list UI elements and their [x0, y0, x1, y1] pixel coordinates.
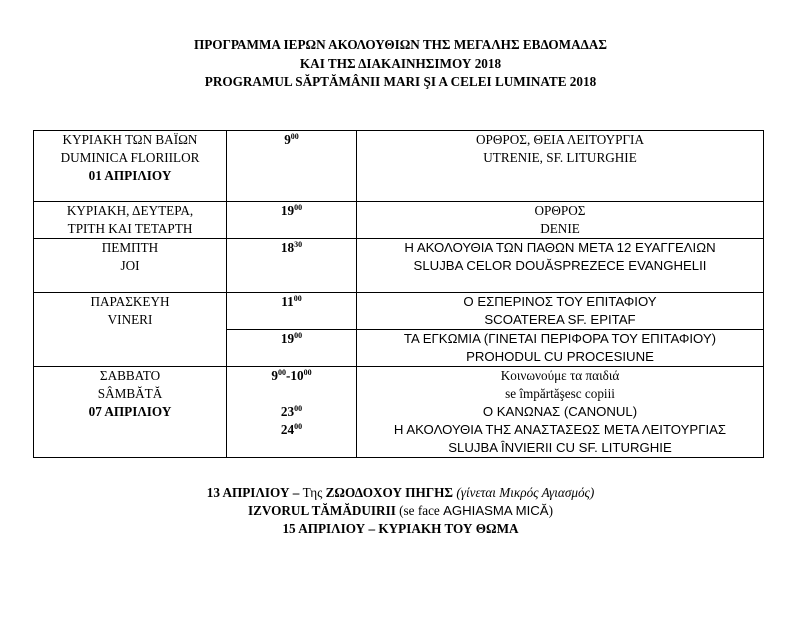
document-footer — [0, 484, 801, 538]
footer-feast-name-ro: IZVORUL TĂMĂDUIRII — [247, 503, 396, 518]
service-greek: ΟΡΘΡΟΣ — [534, 203, 586, 218]
service-time: $11^{00}$ — [281, 294, 302, 309]
service-romanian: SLUJBA ÎNVIERII CU SF. LITURGHIE — [448, 440, 672, 455]
service-canon: Ο ΚΑΝΩΝΑΣ (CANONUL) — [482, 404, 638, 419]
service-romanian: SLUJBA CELOR DOUĂSPREZECE EVANGHELII — [413, 258, 707, 273]
spacer — [227, 385, 356, 403]
table-row — [34, 239, 764, 293]
footer-prefix: Της — [302, 485, 326, 500]
service-greek: ΤΑ ΕΓΚΩΜΙΑ (ΓΙΝΕΤΑΙ ΠΕΡΙΦΟΡΑ ΤΟΥ ΕΠΙΤΑΦΙΟΥ) — [403, 331, 717, 346]
service-time: $24^{00}$ — [280, 422, 303, 437]
footer-line-2 — [0, 502, 801, 520]
day-line-2: ΤΡΙΤΗ ΚΑΙ ΤΕΤΑΡΤΗ — [67, 221, 193, 236]
service-greek: Η ΑΚΟΛΟΥΘΙΑ ΤΗΣ ΑΝΑΣΤΑΣΕΩΣ ΜΕΤΑ ΛΕΙΤΟΥΡΓΙΑΣ — [393, 422, 727, 437]
day-romanian: SÂMBĂTĂ — [97, 386, 163, 401]
service-romanian: SCOATEREA SF. EPITAF — [484, 312, 636, 327]
schedule-table — [33, 130, 764, 458]
footer-date: 13 ΑΠΡΙΛΙΟΥ – — [206, 485, 303, 500]
footer-note: (γίνεται Μικρός Αγιασμός) — [453, 485, 595, 500]
day-cell — [34, 239, 227, 293]
day-cell — [34, 367, 227, 458]
service-romanian: se împărtăşesc copiii — [505, 386, 615, 401]
service-greek: ΟΡΘΡΟΣ, ΘΕΙΑ ΛΕΙΤΟΥΡΓΙΑ — [476, 132, 644, 147]
service-romanian: PROHODUL CU PROCESIUNE — [466, 349, 654, 364]
day-greek: ΠΕΜΠΤΗ — [101, 240, 159, 255]
time-cell — [227, 293, 357, 330]
day-date: 07 ΑΠΡΙΛΙΟΥ — [88, 404, 172, 419]
service-time: $19^{00}$ — [280, 331, 303, 346]
table-row — [34, 202, 764, 239]
service-cell — [357, 239, 764, 293]
service-time-range: $9^{00}-10^{00}$ — [271, 368, 312, 383]
footer-note-ro-close: ) — [548, 503, 554, 518]
day-cell — [34, 202, 227, 239]
time-cell — [227, 239, 357, 293]
day-romanian: JOI — [120, 258, 140, 273]
footer-note-ro: (se face — [395, 503, 444, 518]
table-row — [34, 131, 764, 202]
day-greek: ΠΑΡΑΣΚΕΥΗ — [90, 294, 170, 309]
footer-feast-name: ΖΩΟΔΟΧΟΥ ΠΗΓΗΣ — [325, 485, 454, 500]
day-cell — [34, 131, 227, 202]
header-title-romanian: PROGRAMUL SĂPTĂMÂNII MARI ŞI A CELEI LUMINATE 2018 — [204, 74, 597, 89]
day-date: 01 ΑΠΡΙΛΙΟΥ — [88, 168, 172, 183]
table-row — [34, 367, 764, 458]
day-romanian: VINERI — [107, 312, 153, 327]
time-cell — [227, 131, 357, 202]
service-cell — [357, 330, 764, 367]
service-time: $23^{00}$ — [280, 404, 303, 419]
service-time: $9^{00}$ — [284, 132, 299, 147]
header-title-greek: ΠΡΟΓΡΑΜΜΑ ΙΕΡΩΝ ΑΚΟΛΟΥΘΙΩΝ ΤΗΣ ΜΕΓΑΛΗΣ ΕΒΔΟΜΑΔΑΣ — [193, 37, 608, 52]
footer-line-1 — [0, 484, 801, 502]
service-cell — [357, 367, 764, 458]
time-cell — [227, 367, 357, 458]
document-header — [0, 36, 801, 92]
day-cell — [34, 293, 227, 367]
header-subtitle-greek: ΚΑΙ ΤΗΣ ΔΙΑΚΑΙΝΗΣΙΜΟΥ 2018 — [299, 55, 502, 71]
day-greek: ΣΑΒΒΑΤΟ — [99, 368, 161, 383]
service-cell — [357, 293, 764, 330]
service-romanian: UTRENIE, SF. LITURGHIE — [483, 150, 637, 165]
service-romanian: DENIE — [540, 221, 580, 236]
service-cell — [357, 202, 764, 239]
service-greek: Η ΑΚΟΛΟΥΘΙΑ ΤΩΝ ΠΑΘΩΝ ΜΕΤΑ 12 ΕΥΑΓΓΕΛΙΩΝ — [404, 240, 716, 255]
footer-line-3: 15 ΑΠΡΙΛΙΟΥ – ΚΥΡΙΑΚΗ ΤΟΥ ΘΩΜΑ — [282, 521, 519, 536]
service-time: $18^{30}$ — [280, 240, 303, 255]
day-romanian: DUMINICA FLORIILOR — [60, 150, 200, 165]
footer-note-ro-caps: AGHIASMA MICĂ — [443, 503, 549, 518]
table-row — [34, 293, 764, 330]
time-cell — [227, 330, 357, 367]
service-greek: Κοινωνούμε τα παιδιά — [500, 368, 620, 383]
time-cell — [227, 202, 357, 239]
service-greek: Ο ΕΣΠΕΡΙΝΟΣ ΤΟΥ ΕΠΙΤΑΦΙΟΥ — [463, 294, 657, 309]
service-cell — [357, 131, 764, 202]
day-line-1: ΚΥΡΙΑΚΗ, ΔΕΥΤΕΡΑ, — [66, 203, 194, 218]
service-time: $19^{00}$ — [280, 203, 303, 218]
day-greek: ΚΥΡΙΑΚΗ ΤΩΝ ΒΑΪΩΝ — [62, 132, 198, 147]
